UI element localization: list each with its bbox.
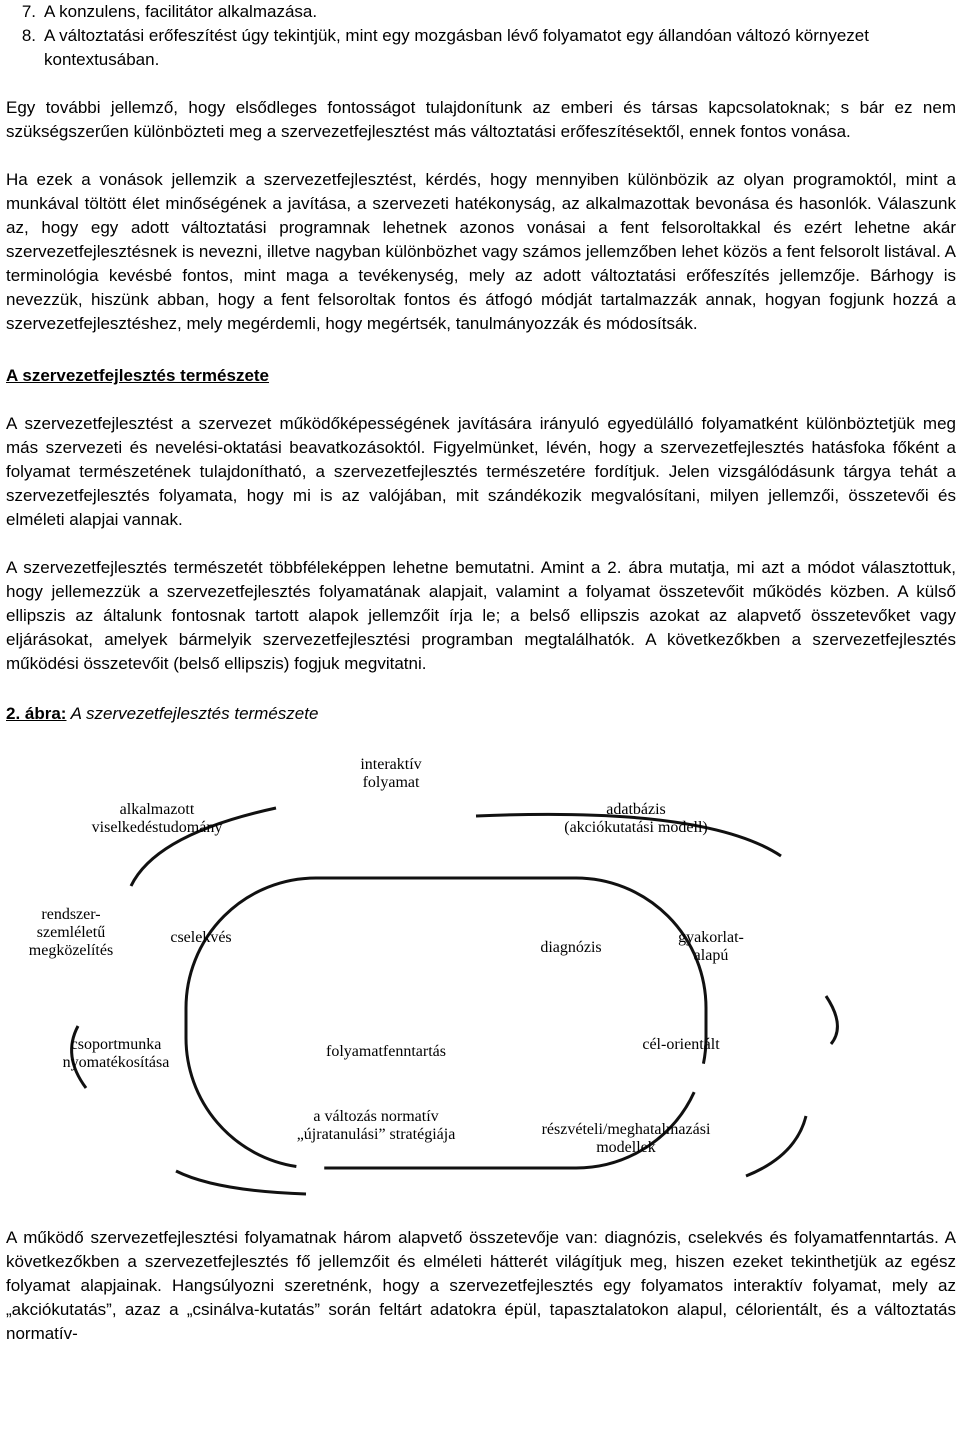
figure-caption-title: A szervezetfejlesztés természete (66, 704, 319, 723)
numbered-list (6, 0, 956, 72)
label-folyamatfenntartas (306, 1043, 466, 1061)
paragraph-3: A szervezetfejlesztést a szervezet működőképességének javítására irányuló egyedülálló folyamatként különböztetjük meg más szervezeti és nevelési-oktatási beavatkozásoktól. Figyelmünket, lévén, hogy a szervezetfejlesztés hatásfoka főként a folyamat természetének tulajdonítható, a szervezetfejlesztés természetére fordítjuk. Jelen vizsgálódásunk tárgya tehát a szervezetfejlesztés folyamata, hogy mi is az valójában, mit szándékozik megvalósítani, milyen jellemzői, összetevői és elméleti alapjai vannak. (6, 414, 956, 529)
label-line: rendszer- (41, 906, 101, 923)
label-line: interaktív (360, 756, 422, 773)
label-csoportmunka-nyomatekositasa (41, 1036, 191, 1072)
outer-ellipse-right (826, 996, 837, 1044)
list-item (6, 0, 956, 24)
od-nature-diagram (6, 736, 956, 1196)
label-line: viselkedéstudomány (91, 819, 223, 836)
label-line: gyakorlat- (678, 929, 744, 946)
label-diagnozis (521, 939, 621, 957)
label-line: alapú (693, 947, 729, 964)
label-line: részvételi/meghatalmazási (541, 1121, 711, 1138)
label-rendszerszemleletu-megkozelites (6, 906, 136, 960)
label-line: nyomatékosítása (62, 1054, 170, 1071)
document-page (6, 0, 956, 1346)
paragraph-4: A szervezetfejlesztés természetét többféleképpen lehetne bemutatni. Amint a 2. ábra mutatja, mi azt a módot választottuk, hogy jellemezzük a szervezetfejlesztés folyamatának alapjait, valamint a folyamat összetevőit működés közben. A külső ellipszis az általunk fontosnak tartott alapok jellemzőit írja le; a belső ellipszis azokat az alapvető összetevőket vagy eljárásokat, amelyek bármelyik szervezetfejlesztési programban megtalálhatók. A következőkben a szervezetfejlesztés működési összetevőit (belső ellipszis) fogjuk megvitatni. (6, 558, 956, 673)
label-line: alkalmazott (119, 801, 195, 818)
label-reszveteli-meghatalmazasi-modellek (511, 1121, 741, 1157)
list-item-number: 8. (21, 26, 36, 45)
label-line: a változás normatív (313, 1108, 439, 1125)
list-item (6, 24, 956, 72)
label-line: folyamatfenntartás (326, 1043, 446, 1060)
figure-caption-label: 2. ábra: (6, 704, 67, 723)
label-line: folyamat (362, 774, 420, 791)
figure-caption (6, 702, 956, 726)
paragraph-2: Ha ezek a vonások jellemzik a szervezetfejlesztést, kérdés, hogy mennyiben különbözik az olyan programoktól, mint a munkával töltött élet minőségének a javítása, a szervezeti hatékonyság, az alkalmazottak bevonása és hasonlók. Válaszunk az, hogy egy adott változtatási programnak lehetnek azonos vonásai a fent felsoroltakkal és ezért lehetne akár szervezetfejlesztésnek is nevezni, illetve nagyban különbözhet vagy számos jellemzőben lehet közös a fent felsorolt listával. A terminológia kevésbé fontos, mint maga a tevékenység, mely az adott változtatási erőfeszítés jellemzője. Bárhogy is nevezzük, hiszünk abban, hogy a fent felsoroltak fontos és átfogó módját tartalmazzák annak, hogyan fogjunk hozzá a szervezetfejlesztéshez, mely megérdemli, hogy megértsék, tanulmányozzák és módosítsák. (6, 170, 956, 333)
label-gyakorlat-alapu (656, 929, 766, 965)
list-item-text: A változtatási erőfeszítést úgy tekintjük, mint egy mozgásban lévő folyamatot egy állandóan változó környezet kontextusában. (44, 26, 869, 69)
outer-ellipse-bottom-left (176, 1171, 306, 1194)
label-adatbazis (551, 801, 721, 837)
label-line: „újratanulási” stratégiája (296, 1126, 456, 1143)
label-line: szemléletű (36, 924, 106, 941)
label-line: csoportmunka (70, 1036, 162, 1053)
label-interaktiv-folyamat (331, 756, 451, 792)
label-alkalmazott-viselkedestudomany (72, 801, 242, 837)
label-cselekves (151, 929, 251, 947)
label-line: (akciókutatási modell) (564, 819, 708, 836)
paragraph-1: Egy további jellemző, hogy elsődleges fontosságot tulajdonítunk az emberi és társas kapcsolatoknak; s bár ez nem szükségszerűen különbözteti meg a szervezetfejlesztést más változtatási erőfeszítésektől, ennek fontos vonása. (6, 98, 956, 141)
section-heading: A szervezetfejlesztés természete (6, 366, 270, 385)
label-line: megközelítés (28, 942, 114, 959)
outer-ellipse-bottom-right (746, 1116, 806, 1176)
label-line: cselekvés (170, 929, 232, 946)
label-line: modellek (596, 1139, 656, 1156)
label-line: diagnózis (540, 939, 602, 956)
list-item-number: 7. (21, 2, 36, 21)
label-line: adatbázis (606, 801, 666, 818)
label-line: cél-orientált (642, 1036, 720, 1053)
label-cel-orientalt (616, 1036, 746, 1054)
paragraph-5: A működő szervezetfejlesztési folyamatnak három alapvető összetevője van: diagnózis, cselekvés és folyamatfenntartás. A következőkben a szervezetfejlesztés fő jellemzőit és elméleti hátterét világítjuk meg, hiszen ezeket tekinthetjük az egész folyamat alapjainak. Hangsúlyozni szeretnénk, hogy a szervezetfejlesztés egy folyamatos interaktív folyamat, mely az „akciókutatás”, azaz a „csinálva-kutatás” során feltárt adatokra épül, tapasztalatokon alapul, célorientált, és a változtatás normatív- (6, 1228, 956, 1343)
list-item-text: A konzulens, facilitátor alkalmazása. (44, 2, 318, 21)
label-valtozas-normativ-strategia (261, 1108, 491, 1144)
